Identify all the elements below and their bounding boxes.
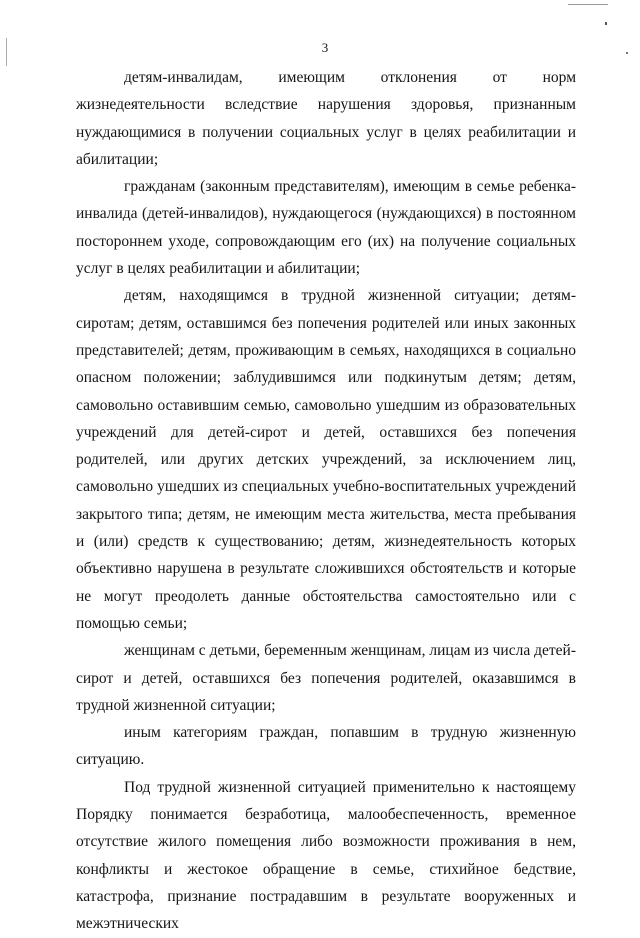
- paragraph-children-difficult-situation: детям, находящимся в трудной жизненной ситуации; детям-сиротам; детям, оставшимся без попечения родителей или иных законных представителей; детям, проживающим в семьях, находящихся в социально опасном положении; заблудившимся или подкинутым детям; детям, самовольно оставившим семью, самовольно ушедшим из образовательных учреждений для детей-сирот и детей, оставшихся без попечения родителей, или других детских учреждений, за исключением лиц, самовольно ушедших из специальных учебно-воспитательных учреждений закрытого типа; детям, не имеющим места жительства, места пребывания и (или) средств к существованию; детям, жизнедеятельность которых объективно нарушена в результате сложившихся обстоятельств и которые не могут преодолеть данные обстоятельства самостоятельно или с помощью семьи;: [76, 287, 576, 632]
- document-body: [76, 64, 576, 938]
- scan-artifact-line: [568, 4, 608, 5]
- paragraph-legal-representatives: гражданам (законным представителям), имеющим в семье ребенка-инвалида (детей-инвалидов), нуждающегося (нуждающихся) в постоянном постороннем уходе, сопровождающим его (их) на получение социальных услуг в целях реабилитации и абилитации;: [76, 178, 576, 278]
- paragraph-other-categories: иным категориям граждан, попавшим в трудную жизненную ситуацию.: [76, 724, 576, 769]
- page-number: 3: [321, 40, 329, 55]
- paragraph-disabled-children: детям-инвалидам, имеющим отклонения от норм жизнедеятельности вследствие нарушения здоровья, признанным нуждающимися в получении социальных услуг в целях реабилитации и абилитации;: [76, 69, 576, 168]
- paragraph-women-with-children: женщинам с детьми, беременным женщинам, лицам из числа детей-сирот и детей, оставшихся без попечения родителей, оказавшимся в трудной жизненной ситуации;: [76, 642, 576, 714]
- scan-artifact-mark: [605, 22, 607, 25]
- paragraph-difficult-situation-definition: Под трудной жизненной ситуацией применительно к настоящему Порядку понимается безработица, малообеспеченность, временное отсутствие жилого помещения либо возможности проживания в нем, конфликты и жестокое обращение в семье, стихийное бедствие, катастрофа, признание пострадавшим в результате вооруженных и межэтнических: [76, 778, 576, 933]
